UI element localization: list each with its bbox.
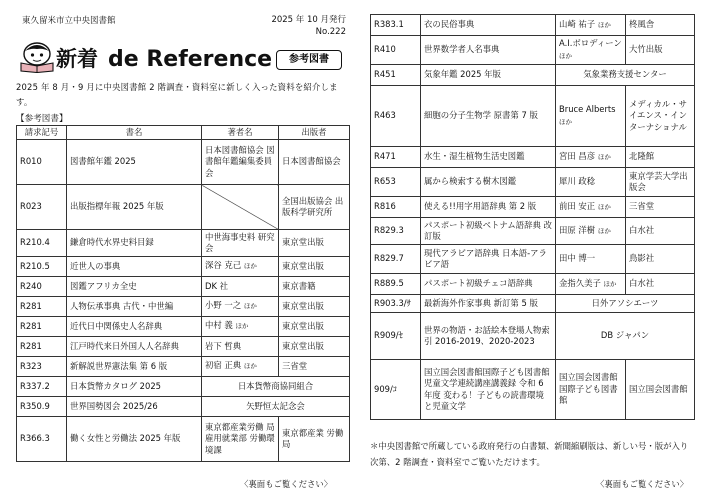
- author-publisher-merged: DB ジャパン: [556, 313, 695, 360]
- publisher: 東京学芸大学出版会: [626, 168, 695, 197]
- table-row: [371, 147, 695, 168]
- publisher: 大竹出版: [626, 36, 695, 65]
- publisher: 東京堂出版: [279, 230, 350, 257]
- author-suffix: ほか: [559, 117, 572, 126]
- table-row: [17, 277, 350, 297]
- author-cell: [202, 257, 279, 277]
- author-cell: [202, 357, 279, 377]
- book-title: 新解説世界憲法集 第 6 版: [67, 357, 202, 377]
- table-row: [371, 313, 695, 360]
- publisher: 全国出版協会 出版科学研究所: [279, 185, 350, 230]
- table-row: [371, 65, 695, 86]
- table-row: [371, 15, 695, 36]
- author-publisher-merged: 矢野恒太記念会: [202, 397, 350, 417]
- publisher: 東京堂出版: [279, 257, 350, 277]
- author: A.I.ボロディーン: [559, 38, 622, 48]
- book-title: 最新海外作家事典 新訂第 5 版: [421, 295, 556, 313]
- book-title: 世界国勢図会 2025/26: [67, 397, 202, 417]
- issue-date: 2025 年 10 月発行: [271, 15, 346, 25]
- author: 小野 一之: [205, 300, 242, 311]
- table-header-row: [17, 126, 350, 140]
- table-row: [371, 168, 695, 197]
- author: 中世海事史料 研究会: [202, 230, 279, 257]
- author-cell: [556, 274, 626, 295]
- publisher: 国立国会図書館: [626, 360, 695, 420]
- author-cell: [556, 147, 626, 168]
- author: Bruce Alberts: [559, 104, 616, 114]
- author: 金指久美子: [559, 277, 601, 288]
- issue-number: No.222: [315, 27, 346, 37]
- author-cell: [556, 197, 626, 218]
- author-cell: [202, 317, 279, 337]
- publisher: 北隆館: [626, 147, 695, 168]
- table-row: [371, 197, 695, 218]
- author-suffix: ほか: [243, 262, 257, 271]
- author-suffix: ほか: [597, 226, 611, 235]
- author: 山崎 祐子: [559, 18, 596, 29]
- call-number: R903.3/ｻ: [371, 295, 421, 313]
- table-row: [17, 297, 350, 317]
- author-suffix: ほか: [603, 279, 617, 288]
- publisher: 日本図書館協会: [279, 140, 350, 185]
- call-number: R210.5: [17, 257, 67, 277]
- intro-text: 2025 年 8 月・9 月に中央図書館 2 階調査・資料室に新しく入った資料を紹介します。: [16, 82, 338, 107]
- call-number: R023: [17, 185, 67, 230]
- section-label: 【参考図書】: [16, 114, 68, 124]
- book-title: 近代日中関係史人名辞典: [67, 317, 202, 337]
- publisher: 白水社: [626, 218, 695, 245]
- call-number: R410: [371, 36, 421, 65]
- book-title: 気象年鑑 2025 年版: [421, 65, 556, 86]
- book-title: パスポート初級ベトナム語辞典 改訂版: [421, 218, 556, 245]
- col-author: 著者名: [202, 126, 279, 140]
- book-title: 図書館年鑑 2025: [67, 140, 202, 185]
- reference-table-right: [370, 14, 695, 420]
- author-suffix: ほか: [597, 152, 611, 161]
- table-row: [17, 230, 350, 257]
- book-title: 出版指標年報 2025 年版: [67, 185, 202, 230]
- book-title: 近世人の事典: [67, 257, 202, 277]
- call-number: R366.3: [17, 417, 67, 462]
- table-row: [17, 397, 350, 417]
- call-number: R383.1: [371, 15, 421, 36]
- book-title: 水生・湿生植物生活史図鑑: [421, 147, 556, 168]
- call-number: R350.9: [17, 397, 67, 417]
- call-number: R471: [371, 147, 421, 168]
- author: 宮田 昌彦: [559, 150, 596, 161]
- call-number: R281: [17, 317, 67, 337]
- table-row: [17, 317, 350, 337]
- call-number: R281: [17, 297, 67, 317]
- table-row: [371, 245, 695, 274]
- author: 東京都産業労働 局雇用就業部 労働環境課: [202, 417, 279, 462]
- col-title: 書名: [67, 126, 202, 140]
- author: 日本図書館協会 図書館年鑑編集委員会: [202, 140, 279, 185]
- author-publisher-merged: 日外アソシエーツ: [556, 295, 695, 313]
- call-number: R829.7: [371, 245, 421, 274]
- book-title: 江戸時代来日外国人人名辞典: [67, 337, 202, 357]
- author-empty-cell: [202, 185, 279, 230]
- book-title: 日本貨幣カタログ 2025: [67, 377, 202, 397]
- book-title: 働く女性と労働法 2025 年版: [67, 417, 202, 462]
- table-row: [371, 360, 695, 420]
- table-row: [371, 274, 695, 295]
- book-title: 衣の民俗事典: [421, 15, 556, 36]
- call-number: R889.5: [371, 274, 421, 295]
- author-cell: [556, 15, 626, 36]
- author-publisher-merged: 日本貨幣商協同組合: [202, 377, 350, 397]
- book-title: 属から検索する樹木図鑑: [421, 168, 556, 197]
- table-row: [17, 257, 350, 277]
- author-cell: [202, 297, 279, 317]
- publisher: 白水社: [626, 274, 695, 295]
- table-row: [17, 185, 350, 230]
- author: 岩下 哲典: [202, 337, 279, 357]
- author-suffix: ほか: [235, 322, 249, 331]
- call-number: R829.3: [371, 218, 421, 245]
- reading-character-logo-icon: [18, 41, 56, 73]
- author-cell: [556, 218, 626, 245]
- call-number: R337.2: [17, 377, 67, 397]
- author: 深谷 克己: [205, 260, 242, 271]
- author: 中村 義: [205, 320, 233, 331]
- newsletter-title: [56, 43, 272, 71]
- call-number: R281: [17, 337, 67, 357]
- see-back-note-left: 〈裏面もご覧ください〉: [240, 479, 333, 489]
- author-suffix: ほか: [559, 51, 572, 60]
- author: 前田 安正: [559, 200, 596, 211]
- call-number: R909/ｾ: [371, 313, 421, 360]
- table-row: [17, 337, 350, 357]
- call-number: R210.4: [17, 230, 67, 257]
- author: 初宿 正典: [205, 360, 242, 371]
- author-cell: [556, 36, 626, 65]
- table-row: [371, 218, 695, 245]
- book-title: 図鑑アフリカ全史: [67, 277, 202, 297]
- publisher: メディカル・サイエンス・インターナショナル: [626, 86, 695, 147]
- book-title: 世界の物語・お話絵本登場人物索引 2016-2019、2020-2023: [421, 313, 556, 360]
- publisher: 東京堂出版: [279, 297, 350, 317]
- book-title: 人物伝承事典 古代・中世編: [67, 297, 202, 317]
- category-badge: 参考図書: [276, 50, 342, 70]
- col-call-number: 請求記号: [17, 126, 67, 140]
- author: 国立国会図書館 国際子ども図書館: [556, 360, 626, 420]
- library-name: 東久留米市立中央図書館: [22, 16, 116, 26]
- author: 田中 博一: [556, 245, 626, 274]
- book-title: 細胞の分子生物学 原書第 7 版: [421, 86, 556, 147]
- reference-table-left: [16, 125, 350, 462]
- publisher: 柊風舎: [626, 15, 695, 36]
- call-number: R323: [17, 357, 67, 377]
- call-number: 909/ｺ: [371, 360, 421, 420]
- title-english: de Reference: [108, 47, 273, 72]
- book-title: 現代アラビア語辞典 日本語-アラビア語: [421, 245, 556, 274]
- publisher: 東京堂出版: [279, 337, 350, 357]
- call-number: R463: [371, 86, 421, 147]
- publisher: 三省堂: [626, 197, 695, 218]
- table-row: [17, 357, 350, 377]
- author: DK 社: [202, 277, 279, 297]
- book-title: パスポート初級チェコ語辞典: [421, 274, 556, 295]
- publisher: 三省堂: [279, 357, 350, 377]
- call-number: R816: [371, 197, 421, 218]
- call-number: R653: [371, 168, 421, 197]
- author-suffix: ほか: [597, 202, 611, 211]
- table-row: [371, 295, 695, 313]
- book-title: 世界数学者人名事典: [421, 36, 556, 65]
- author-cell: [556, 86, 626, 147]
- table-row: [371, 86, 695, 147]
- table-row: [17, 140, 350, 185]
- author-publisher-merged: 気象業務支援センター: [556, 65, 695, 86]
- call-number: R451: [371, 65, 421, 86]
- book-title: 使える!!用字用語辞典 第 2 版: [421, 197, 556, 218]
- see-back-note-right: 〈裏面もご覧ください〉: [596, 479, 689, 489]
- issue-info: [266, 14, 346, 38]
- title-japanese: 新着: [56, 47, 98, 71]
- table-row: [371, 36, 695, 65]
- footer-note: ＊中央図書館で所蔵している政府発行の白書類、新聞縮刷版は、新しい号・版が入り次第、2 階調査・資料室でご覧いただけます。: [370, 441, 689, 467]
- publisher: 東京書籍: [279, 277, 350, 297]
- author-suffix: ほか: [597, 20, 611, 29]
- author: 田原 洋樹: [559, 224, 596, 235]
- table-row: [17, 377, 350, 397]
- book-title: 鎌倉時代水界史料目録: [67, 230, 202, 257]
- call-number: R010: [17, 140, 67, 185]
- book-title: 国立国会図書館国際子ども図書館児童文学連続講座講義録 令和 6 年度 変わる！子どもの読書環境と児童文学: [421, 360, 556, 420]
- publisher: 東京都産業 労働局: [279, 417, 350, 462]
- col-publisher: 出版者: [279, 126, 350, 140]
- author-suffix: ほか: [243, 302, 257, 311]
- table-row: [17, 417, 350, 462]
- author-suffix: ほか: [243, 362, 257, 371]
- call-number: R240: [17, 277, 67, 297]
- publisher: 鳥影社: [626, 245, 695, 274]
- publisher: 東京堂出版: [279, 317, 350, 337]
- author: 犀川 政稔: [556, 168, 626, 197]
